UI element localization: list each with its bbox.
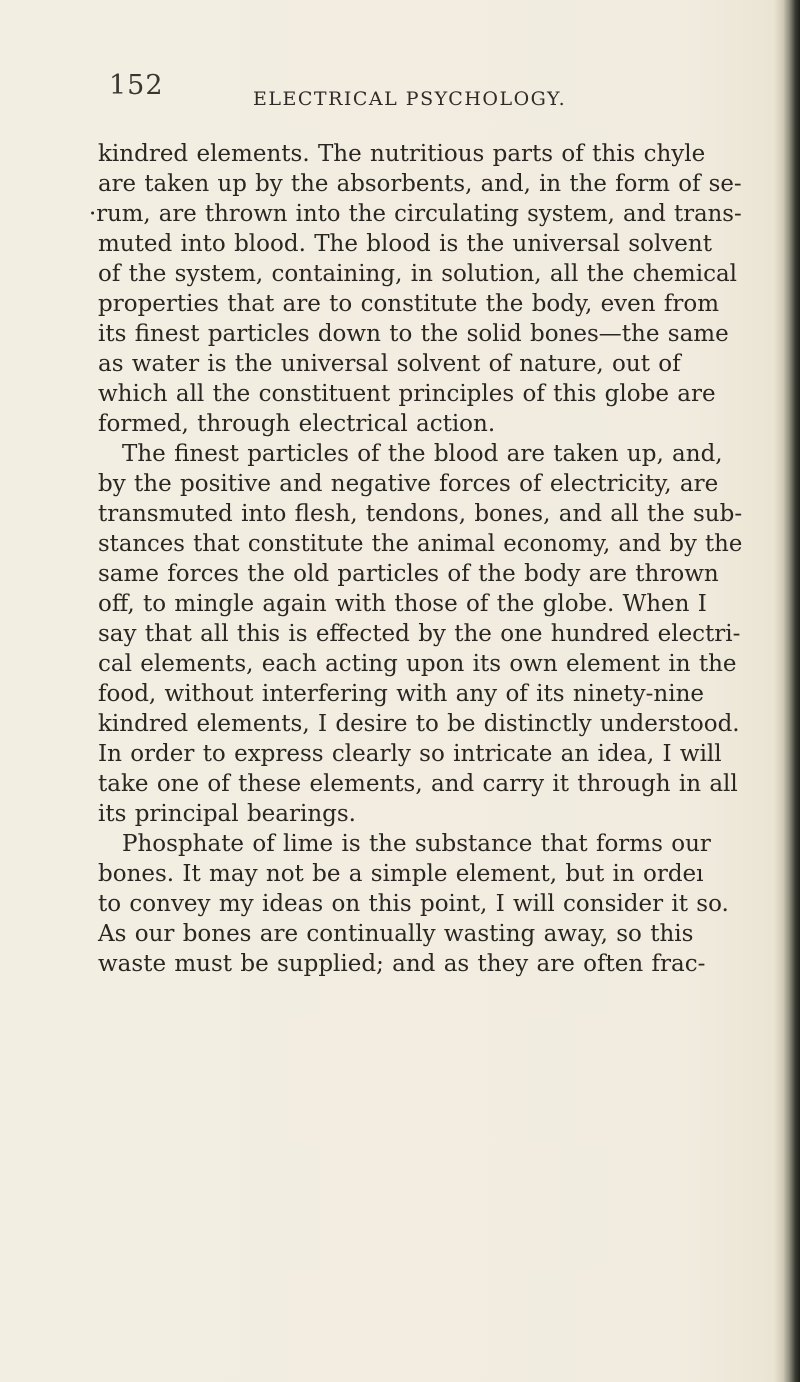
body-line: kindred elements. The nutritious parts of this chyle: [98, 141, 706, 167]
body-line: formed, through electrical action.: [98, 411, 496, 437]
body-line: say that all this is effected by the one hundred electri-: [98, 621, 741, 647]
body-line: of the system, containing, in solution, all the chemical: [98, 261, 738, 287]
page-number: 152: [109, 70, 164, 101]
body-line: its finest particles down to the solid bones—the same: [98, 321, 729, 347]
body-line: to convey my ideas on this point, I will consider it so.: [98, 891, 729, 917]
running-head: ELECTRICAL PSYCHOLOGY.: [253, 88, 567, 110]
body-line: its principal bearings.: [98, 801, 356, 827]
body-line: off, to mingle again with those of the globe. When I: [98, 591, 707, 617]
body-line: ·rum, are thrown into the circulating system, and trans-: [89, 201, 742, 227]
body-line: cal elements, each acting upon its own element in the: [98, 651, 737, 677]
body-line: properties that are to constitute the body, even from: [98, 291, 720, 317]
body-line: stances that constitute the animal economy, and by the: [98, 531, 743, 557]
binding-shadow: [774, 0, 800, 1382]
body-line: bones. It may not be a simple element, but in ordeı: [98, 861, 704, 887]
body-line: which all the constituent principles of this globe are: [98, 381, 716, 407]
body-line: by the positive and negative forces of electricity, are: [98, 471, 719, 497]
body-line: In order to express clearly so intricate an idea, I will: [98, 741, 722, 767]
body-line: Phosphate of lime is the substance that forms our: [122, 831, 711, 857]
body-line: take one of these elements, and carry it through in all: [98, 771, 738, 797]
body-line: are taken up by the absorbents, and, in the form of se-: [98, 171, 742, 197]
body-line: waste must be supplied; and as they are often frac-: [98, 951, 706, 977]
body-line: kindred elements, I desire to be distinctly understood.: [98, 711, 740, 737]
body-line: muted into blood. The blood is the universal solvent: [98, 231, 712, 257]
body-line: The finest particles of the blood are taken up, and,: [122, 441, 723, 467]
body-line: as water is the universal solvent of nature, out of: [98, 351, 681, 377]
body-line: As our bones are continually wasting away, so this: [98, 921, 694, 947]
body-line: transmuted into flesh, tendons, bones, and all the sub-: [98, 501, 743, 527]
body-line: same forces the old particles of the body are thrown: [98, 561, 719, 587]
body-line: food, without interfering with any of its ninety-nine: [98, 681, 705, 707]
